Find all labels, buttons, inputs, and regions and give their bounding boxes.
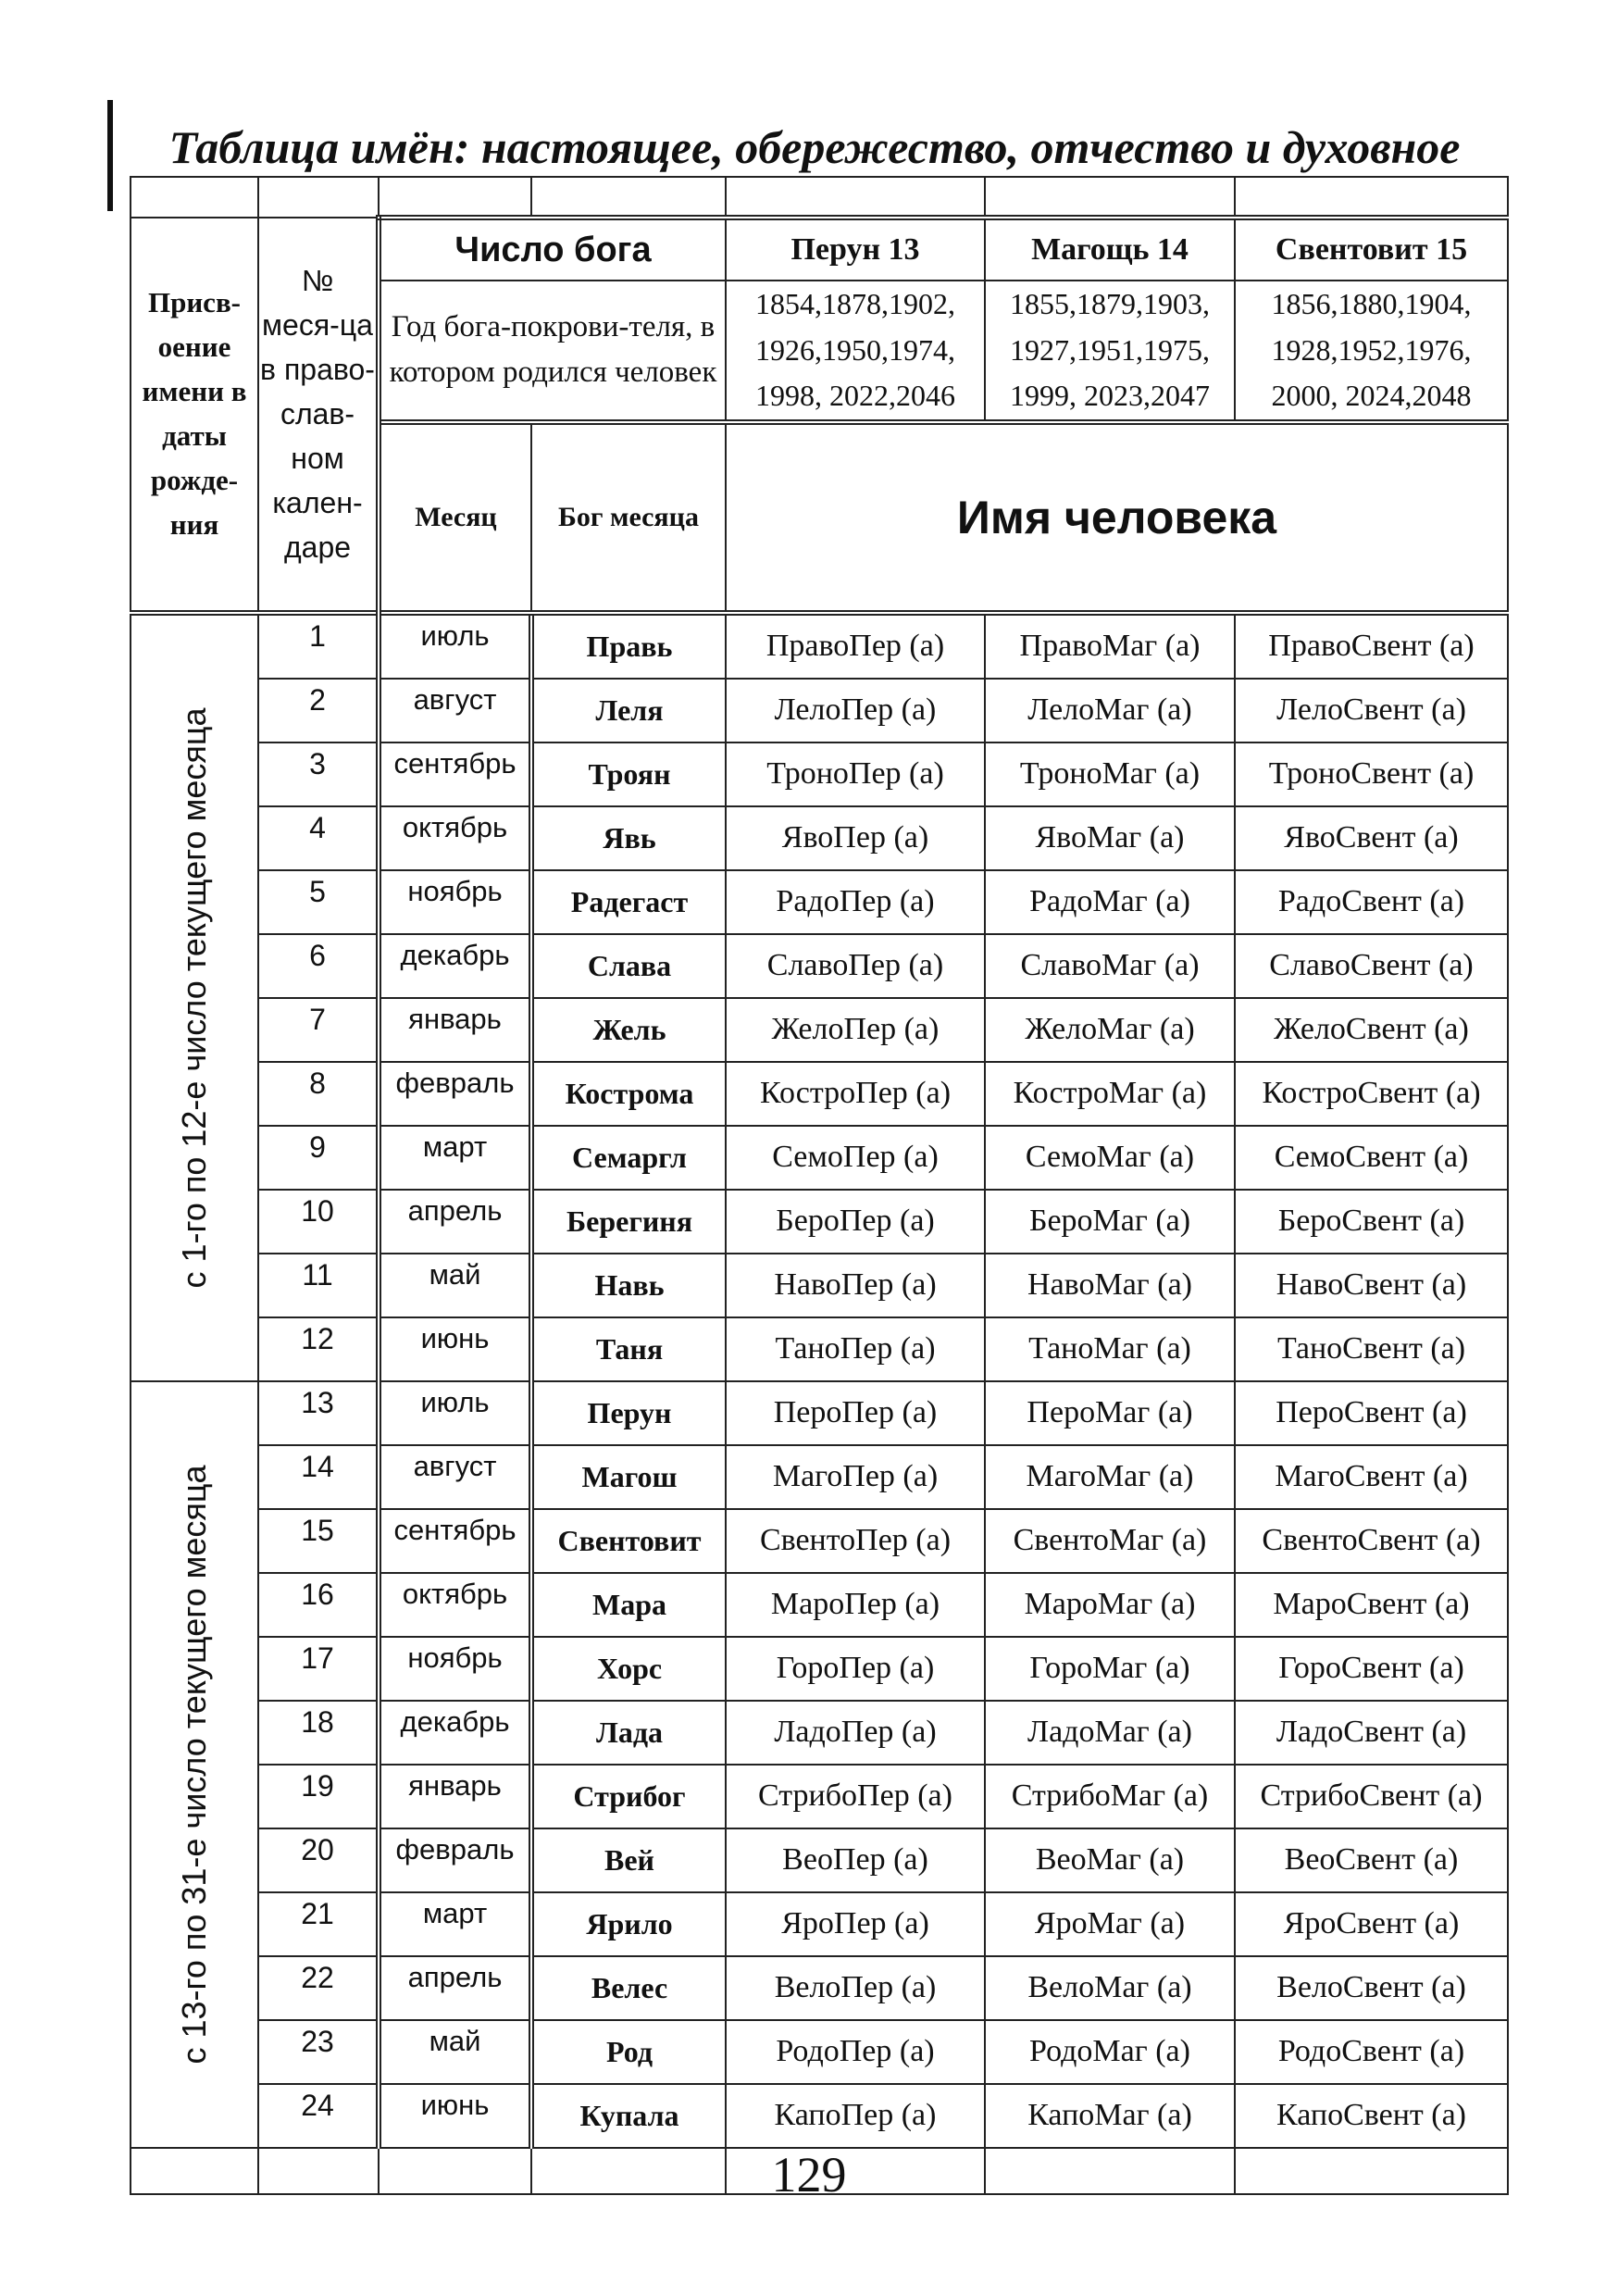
name-magosh: ЯроМаг (а) — [985, 1892, 1235, 1956]
name-magosh: МагоМаг (а) — [985, 1445, 1235, 1509]
month-god: Кострома — [531, 1062, 726, 1126]
years-sventovit: 1856,1880,1904, 1928,1952,1976, 2000, 2024,2048 — [1235, 281, 1508, 422]
assign-header: Присв-оение имени в даты рожде-ния — [131, 218, 258, 613]
month-god: Хорс — [531, 1637, 726, 1701]
name-perun: ПероПер (а) — [726, 1381, 985, 1445]
month-number: 14 — [258, 1445, 379, 1509]
years-header: Год бога-покрови-теля, в котором родился человек — [379, 281, 726, 422]
name-sventovit: МароСвент (а) — [1235, 1573, 1508, 1637]
group-label-2 — [131, 1381, 258, 2148]
month-god: Леля — [531, 679, 726, 742]
table-row — [131, 1509, 1508, 1573]
month: май — [379, 2020, 531, 2084]
table-row — [131, 613, 1508, 679]
month-header: Месяц — [379, 422, 531, 613]
name-magosh: РодоМаг (а) — [985, 2020, 1235, 2084]
month: ноябрь — [379, 1637, 531, 1701]
month-god-header: Бог месяца — [531, 422, 726, 613]
name-sventovit: ЛадоСвент (а) — [1235, 1701, 1508, 1765]
spacer-row-top — [131, 177, 1508, 218]
name-perun: ПравоПер (а) — [726, 613, 985, 679]
name-sventovit: ЯвоСвент (а) — [1235, 806, 1508, 870]
table-row — [131, 2020, 1508, 2084]
name-sventovit: СтрибоСвент (а) — [1235, 1765, 1508, 1828]
name-magosh: НавоМаг (а) — [985, 1254, 1235, 1317]
group-label-text: с 13-го по 31-е число текущего месяца — [175, 1465, 213, 2065]
name-magosh: КапоМаг (а) — [985, 2084, 1235, 2148]
month-number: 9 — [258, 1126, 379, 1190]
name-perun: МагоПер (а) — [726, 1445, 985, 1509]
month-number: 1 — [258, 613, 379, 679]
month-god: Перун — [531, 1381, 726, 1445]
month-number: 21 — [258, 1892, 379, 1956]
name-magosh: СвентоМаг (а) — [985, 1509, 1235, 1573]
month: август — [379, 1445, 531, 1509]
name-perun: ЛадоПер (а) — [726, 1701, 985, 1765]
name-perun: ГороПер (а) — [726, 1637, 985, 1701]
month-god: Таня — [531, 1317, 726, 1381]
name-magosh: ПравоМаг (а) — [985, 613, 1235, 679]
name-magosh: ЖелоМаг (а) — [985, 998, 1235, 1062]
month-number: 16 — [258, 1573, 379, 1637]
month-number: 17 — [258, 1637, 379, 1701]
month-number: 10 — [258, 1190, 379, 1254]
name-perun: КостроПер (а) — [726, 1062, 985, 1126]
month-number: 19 — [258, 1765, 379, 1828]
table-row — [131, 1701, 1508, 1765]
names-table — [130, 176, 1509, 2195]
month-number: 4 — [258, 806, 379, 870]
name-magosh: МароМаг (а) — [985, 1573, 1235, 1637]
table-row — [131, 2084, 1508, 2148]
table-row — [131, 1317, 1508, 1381]
table-row — [131, 870, 1508, 934]
name-magosh: КостроМаг (а) — [985, 1062, 1235, 1126]
name-perun: ЯвоПер (а) — [726, 806, 985, 870]
name-perun: НавоПер (а) — [726, 1254, 985, 1317]
name-perun: РодоПер (а) — [726, 2020, 985, 2084]
table-row — [131, 679, 1508, 742]
month-number: 11 — [258, 1254, 379, 1317]
month-god: Троян — [531, 742, 726, 806]
name-magosh: СемоМаг (а) — [985, 1126, 1235, 1190]
table-row — [131, 1892, 1508, 1956]
month: апрель — [379, 1190, 531, 1254]
month-god: Берегиня — [531, 1190, 726, 1254]
month: сентябрь — [379, 742, 531, 806]
table-row — [131, 1637, 1508, 1701]
person-name-header: Имя человека — [726, 422, 1508, 613]
name-sventovit: ЖелоСвент (а) — [1235, 998, 1508, 1062]
month-god: Стрибог — [531, 1765, 726, 1828]
table-row — [131, 998, 1508, 1062]
name-perun: БероПер (а) — [726, 1190, 985, 1254]
name-sventovit: КапоСвент (а) — [1235, 2084, 1508, 2148]
month-god: Навь — [531, 1254, 726, 1317]
name-magosh: ВеоМаг (а) — [985, 1828, 1235, 1892]
month: декабрь — [379, 934, 531, 998]
name-sventovit: ВелоСвент (а) — [1235, 1956, 1508, 2020]
god-number-header: Число бога — [379, 218, 726, 281]
name-sventovit: ЛелоСвент (а) — [1235, 679, 1508, 742]
group-label-1 — [131, 613, 258, 1381]
month: май — [379, 1254, 531, 1317]
name-perun: МароПер (а) — [726, 1573, 985, 1637]
table-row — [131, 1573, 1508, 1637]
name-perun: ЖелоПер (а) — [726, 998, 985, 1062]
month-god: Правь — [531, 613, 726, 679]
month-god: Явь — [531, 806, 726, 870]
month-number: 2 — [258, 679, 379, 742]
name-magosh: ТроноМаг (а) — [985, 742, 1235, 806]
month-number: 22 — [258, 1956, 379, 2020]
table-row — [131, 1956, 1508, 2020]
name-sventovit: СемоСвент (а) — [1235, 1126, 1508, 1190]
name-sventovit: СвентоСвент (а) — [1235, 1509, 1508, 1573]
name-magosh: ЛадоМаг (а) — [985, 1701, 1235, 1765]
name-sventovit: МагоСвент (а) — [1235, 1445, 1508, 1509]
table-row — [131, 1190, 1508, 1254]
month-god: Род — [531, 2020, 726, 2084]
month: март — [379, 1892, 531, 1956]
month: апрель — [379, 1956, 531, 2020]
name-perun: СтрибоПер (а) — [726, 1765, 985, 1828]
name-perun: КапоПер (а) — [726, 2084, 985, 2148]
month-number: 23 — [258, 2020, 379, 2084]
name-perun: СемоПер (а) — [726, 1126, 985, 1190]
month: ноябрь — [379, 870, 531, 934]
name-magosh: ПероМаг (а) — [985, 1381, 1235, 1445]
name-sventovit: ТроноСвент (а) — [1235, 742, 1508, 806]
years-perun: 1854,1878,1902, 1926,1950,1974, 1998, 2022,2046 — [726, 281, 985, 422]
month-number: 15 — [258, 1509, 379, 1573]
god-header-perun: Перун 13 — [726, 218, 985, 281]
month-number: 20 — [258, 1828, 379, 1892]
month-god: Свентовит — [531, 1509, 726, 1573]
table-row — [131, 742, 1508, 806]
month: март — [379, 1126, 531, 1190]
name-sventovit: ТаноСвент (а) — [1235, 1317, 1508, 1381]
name-sventovit: СлавоСвент (а) — [1235, 934, 1508, 998]
month: октябрь — [379, 1573, 531, 1637]
name-sventovit: ГороСвент (а) — [1235, 1637, 1508, 1701]
month-god: Слава — [531, 934, 726, 998]
month-god: Велес — [531, 1956, 726, 2020]
name-sventovit: БероСвент (а) — [1235, 1190, 1508, 1254]
name-perun: СвентоПер (а) — [726, 1509, 985, 1573]
month-god: Семаргл — [531, 1126, 726, 1190]
month: декабрь — [379, 1701, 531, 1765]
name-sventovit: ПравоСвент (а) — [1235, 613, 1508, 679]
name-sventovit: КостроСвент (а) — [1235, 1062, 1508, 1126]
month-number: 5 — [258, 870, 379, 934]
table-row — [131, 806, 1508, 870]
table-row — [131, 1254, 1508, 1317]
name-perun: ВелоПер (а) — [726, 1956, 985, 2020]
name-sventovit: ПероСвент (а) — [1235, 1381, 1508, 1445]
month: октябрь — [379, 806, 531, 870]
month-god: Радегаст — [531, 870, 726, 934]
month-number-header: № меся-ца в право-слав-ном кален-даре — [258, 218, 379, 613]
month: июль — [379, 613, 531, 679]
name-sventovit: ЯроСвент (а) — [1235, 1892, 1508, 1956]
name-sventovit: НавоСвент (а) — [1235, 1254, 1508, 1317]
month: январь — [379, 998, 531, 1062]
name-perun: ЛелоПер (а) — [726, 679, 985, 742]
name-magosh: ВелоМаг (а) — [985, 1956, 1235, 2020]
name-perun: ЯроПер (а) — [726, 1892, 985, 1956]
name-sventovit: РадоСвент (а) — [1235, 870, 1508, 934]
page-number: 129 — [771, 2147, 847, 2202]
name-perun: СлавоПер (а) — [726, 934, 985, 998]
group-label-text: с 1-го по 12-е число текущего месяца — [175, 707, 213, 1289]
month-number: 13 — [258, 1381, 379, 1445]
month: февраль — [379, 1828, 531, 1892]
month: февраль — [379, 1062, 531, 1126]
name-sventovit: ВеоСвент (а) — [1235, 1828, 1508, 1892]
table-row — [131, 1126, 1508, 1190]
god-header-magosh: Магощь 14 — [985, 218, 1235, 281]
month-number: 8 — [258, 1062, 379, 1126]
month-number: 18 — [258, 1701, 379, 1765]
name-perun: ВеоПер (а) — [726, 1828, 985, 1892]
god-header-sventovit: Свентовит 15 — [1235, 218, 1508, 281]
table-row — [131, 1445, 1508, 1509]
name-magosh: РадоМаг (а) — [985, 870, 1235, 934]
name-magosh: ТаноМаг (а) — [985, 1317, 1235, 1381]
month: январь — [379, 1765, 531, 1828]
header-row-gods — [131, 218, 1508, 281]
month-number: 3 — [258, 742, 379, 806]
table-row — [131, 1765, 1508, 1828]
table-row — [131, 934, 1508, 998]
month-god: Магош — [531, 1445, 726, 1509]
table-row — [131, 1381, 1508, 1445]
month-god: Лада — [531, 1701, 726, 1765]
month-god: Ярило — [531, 1892, 726, 1956]
month: август — [379, 679, 531, 742]
name-perun: ТаноПер (а) — [726, 1317, 985, 1381]
name-perun: ТроноПер (а) — [726, 742, 985, 806]
month-number: 6 — [258, 934, 379, 998]
name-perun: РадоПер (а) — [726, 870, 985, 934]
table-row — [131, 1062, 1508, 1126]
name-magosh: ЯвоМаг (а) — [985, 806, 1235, 870]
month: сентябрь — [379, 1509, 531, 1573]
month: июль — [379, 1381, 531, 1445]
page-title: Таблица имён: настоящее, обережество, отчество и духовное — [168, 121, 1461, 173]
name-magosh: СлавоМаг (а) — [985, 934, 1235, 998]
month-god: Жель — [531, 998, 726, 1062]
month-number: 7 — [258, 998, 379, 1062]
month: июнь — [379, 2084, 531, 2148]
month-god: Мара — [531, 1573, 726, 1637]
name-magosh: БероМаг (а) — [985, 1190, 1235, 1254]
name-magosh: ЛелоМаг (а) — [985, 679, 1235, 742]
month-god: Вей — [531, 1828, 726, 1892]
month-number: 24 — [258, 2084, 379, 2148]
name-magosh: СтрибоМаг (а) — [985, 1765, 1235, 1828]
years-magosh: 1855,1879,1903, 1927,1951,1975, 1999, 2023,2047 — [985, 281, 1235, 422]
month-number: 12 — [258, 1317, 379, 1381]
name-sventovit: РодоСвент (а) — [1235, 2020, 1508, 2084]
name-magosh: ГороМаг (а) — [985, 1637, 1235, 1701]
table-row — [131, 1828, 1508, 1892]
month: июнь — [379, 1317, 531, 1381]
month-god: Купала — [531, 2084, 726, 2148]
